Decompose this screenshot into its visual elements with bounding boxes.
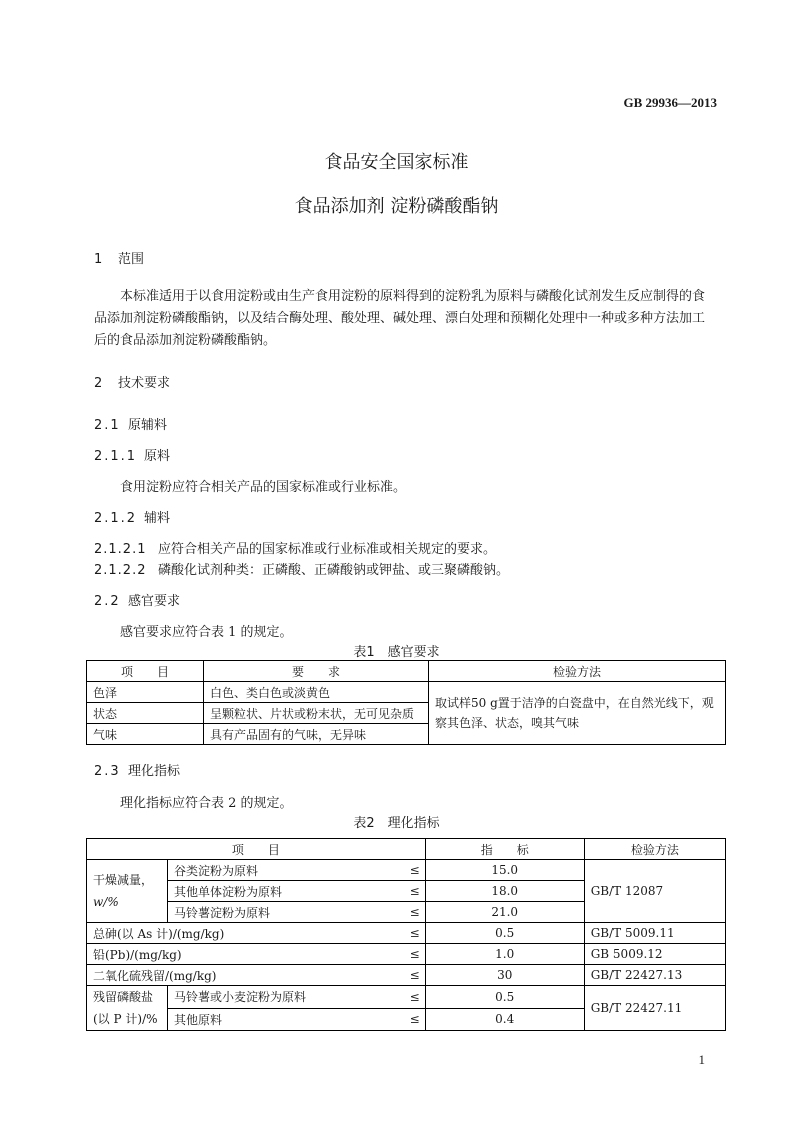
value-cell: 0.5: [425, 986, 584, 1009]
header-cell: 指 标: [425, 839, 584, 860]
label-line: 残留磷酸盐: [93, 990, 154, 1004]
method-cell: GB/T 5009.11: [584, 923, 725, 944]
sensory-requirements-table: [86, 660, 726, 745]
header-cell: 要 求: [204, 661, 429, 682]
section-number: 2: [94, 376, 105, 391]
section-number: 1: [94, 252, 105, 267]
section-2-2-heading: [94, 590, 180, 609]
document-title: 食品安全国家标准: [324, 152, 469, 173]
section-number: 2.1.1: [94, 449, 138, 464]
item-cell: 马铃薯淀粉为原料: [168, 902, 405, 923]
label-line: 干燥减量，: [93, 873, 154, 887]
table-row: [87, 682, 726, 703]
section-title: 技术要求: [118, 376, 171, 391]
label-line: w/%: [93, 895, 119, 909]
table-header-row: [87, 661, 726, 682]
method-cell: GB 5009.12: [584, 944, 725, 965]
requirement-cell: 具有产品固有的气味，无异味: [204, 724, 429, 745]
value-cell: 21.0: [425, 902, 584, 923]
le-symbol: ≤: [405, 923, 426, 944]
le-symbol: ≤: [405, 965, 426, 986]
value-cell: 15.0: [425, 860, 584, 881]
value-cell: 18.0: [425, 881, 584, 902]
le-symbol: ≤: [405, 944, 426, 965]
item-cell: 状态: [87, 703, 204, 724]
le-symbol: ≤: [405, 902, 426, 923]
item-cell: 二氧化硫残留/(mg/kg): [87, 965, 405, 986]
item-cell: 其他单体淀粉为原料: [168, 881, 405, 902]
item-cell: 色泽: [87, 682, 204, 703]
page-number: 1: [698, 1052, 705, 1067]
table-row: [87, 944, 726, 965]
sensory-intro: 感官要求应符合表 1 的规定。: [120, 625, 293, 640]
le-symbol: ≤: [405, 1008, 426, 1031]
le-symbol: ≤: [405, 860, 426, 881]
method-cell: 取试样50 g置于洁净的白瓷盘中，在自然光线下，观察其色泽、状态，嗅其气味: [429, 682, 726, 745]
section-number: 2.3: [94, 764, 121, 779]
section-number: 2.2: [94, 594, 121, 609]
section-title: 辅料: [144, 511, 171, 526]
section-2-1-2-heading: [94, 507, 170, 526]
clause-2-1-2-2: [94, 559, 509, 578]
section-title: 感官要求: [128, 594, 181, 609]
standard-number: GB 29936—2013: [623, 95, 717, 110]
section-2-1-heading: [94, 414, 167, 433]
table-row: [87, 860, 726, 881]
physicochemical-intro: 理化指标应符合表 2 的规定。: [120, 796, 293, 811]
header-cell: 项 目: [87, 661, 204, 682]
section-title: 原料: [144, 449, 171, 464]
clause-number: 2.1.2.2: [94, 563, 147, 578]
clause-number: 2.1.2.1: [94, 542, 147, 557]
header-cell: 检验方法: [429, 661, 726, 682]
section-1-heading: [94, 248, 144, 267]
item-cell: 总砷(以 As 计)/(mg/kg): [87, 923, 405, 944]
table-row: [87, 923, 726, 944]
clause-text: 磷酸化试剂种类：正磷酸、正磷酸钠或钾盐、或三聚磷酸钠。: [158, 563, 510, 578]
header-cell: 项 目: [87, 839, 426, 860]
section-2-heading: [94, 372, 170, 391]
value-cell: 0.4: [425, 1008, 584, 1031]
value-cell: 1.0: [425, 944, 584, 965]
scope-paragraph: 本标准适用于以食用淀粉或由生产食用淀粉的原料得到的淀粉乳为原料与磷酸化试剂发生反应制得的食品添加剂淀粉磷酸酯钠，以及结合酶处理、酸处理、碱处理、漂白处理和预糊化处理中一种或多种方法加工后的食品添加剂淀粉磷酸酯钠。: [94, 289, 706, 348]
requirement-cell: 白色、类白色或淡黄色: [204, 682, 429, 703]
section-2-1-1-heading: [94, 445, 170, 464]
table-2-caption: 表2 理化指标: [353, 816, 440, 831]
le-symbol: ≤: [405, 986, 426, 1009]
header-cell: 检验方法: [584, 839, 725, 860]
section-title: 理化指标: [128, 764, 181, 779]
method-cell: GB/T 22427.11: [584, 986, 725, 1031]
item-cell: 马铃薯或小麦淀粉为原料: [168, 986, 405, 1009]
section-number: 2.1.2: [94, 511, 138, 526]
label-line: (以 P 计)/%: [93, 1012, 158, 1026]
residual-phosphate-label: [87, 986, 168, 1031]
clause-text: 应符合相关产品的国家标准或行业标准或相关规定的要求。: [158, 542, 497, 557]
dry-loss-label: [87, 860, 168, 923]
le-symbol: ≤: [405, 881, 426, 902]
method-cell: GB/T 22427.13: [584, 965, 725, 986]
raw-material-text: 食用淀粉应符合相关产品的国家标准或行业标准。: [120, 480, 407, 495]
item-cell: 铅(Pb)/(mg/kg): [87, 944, 405, 965]
value-cell: 0.5: [425, 923, 584, 944]
physicochemical-table: [86, 838, 726, 1031]
table-header-row: [87, 839, 726, 860]
section-number: 2.1: [94, 418, 121, 433]
table-row: [87, 986, 726, 1009]
method-cell: GB/T 12087: [584, 860, 725, 923]
item-cell: 气味: [87, 724, 204, 745]
clause-2-1-2-1: [94, 538, 496, 557]
document-subtitle: 食品添加剂 淀粉磷酸酯钠: [294, 196, 499, 217]
table-row: [87, 965, 726, 986]
value-cell: 30: [425, 965, 584, 986]
item-cell: 其他原料: [168, 1008, 405, 1031]
section-2-3-heading: [94, 760, 180, 779]
requirement-cell: 呈颗粒状、片状或粉末状，无可见杂质: [204, 703, 429, 724]
section-title: 原辅料: [128, 418, 168, 433]
section-title: 范围: [118, 252, 145, 267]
item-cell: 谷类淀粉为原料: [168, 860, 405, 881]
table-1-caption: 表1 感官要求: [353, 645, 440, 660]
